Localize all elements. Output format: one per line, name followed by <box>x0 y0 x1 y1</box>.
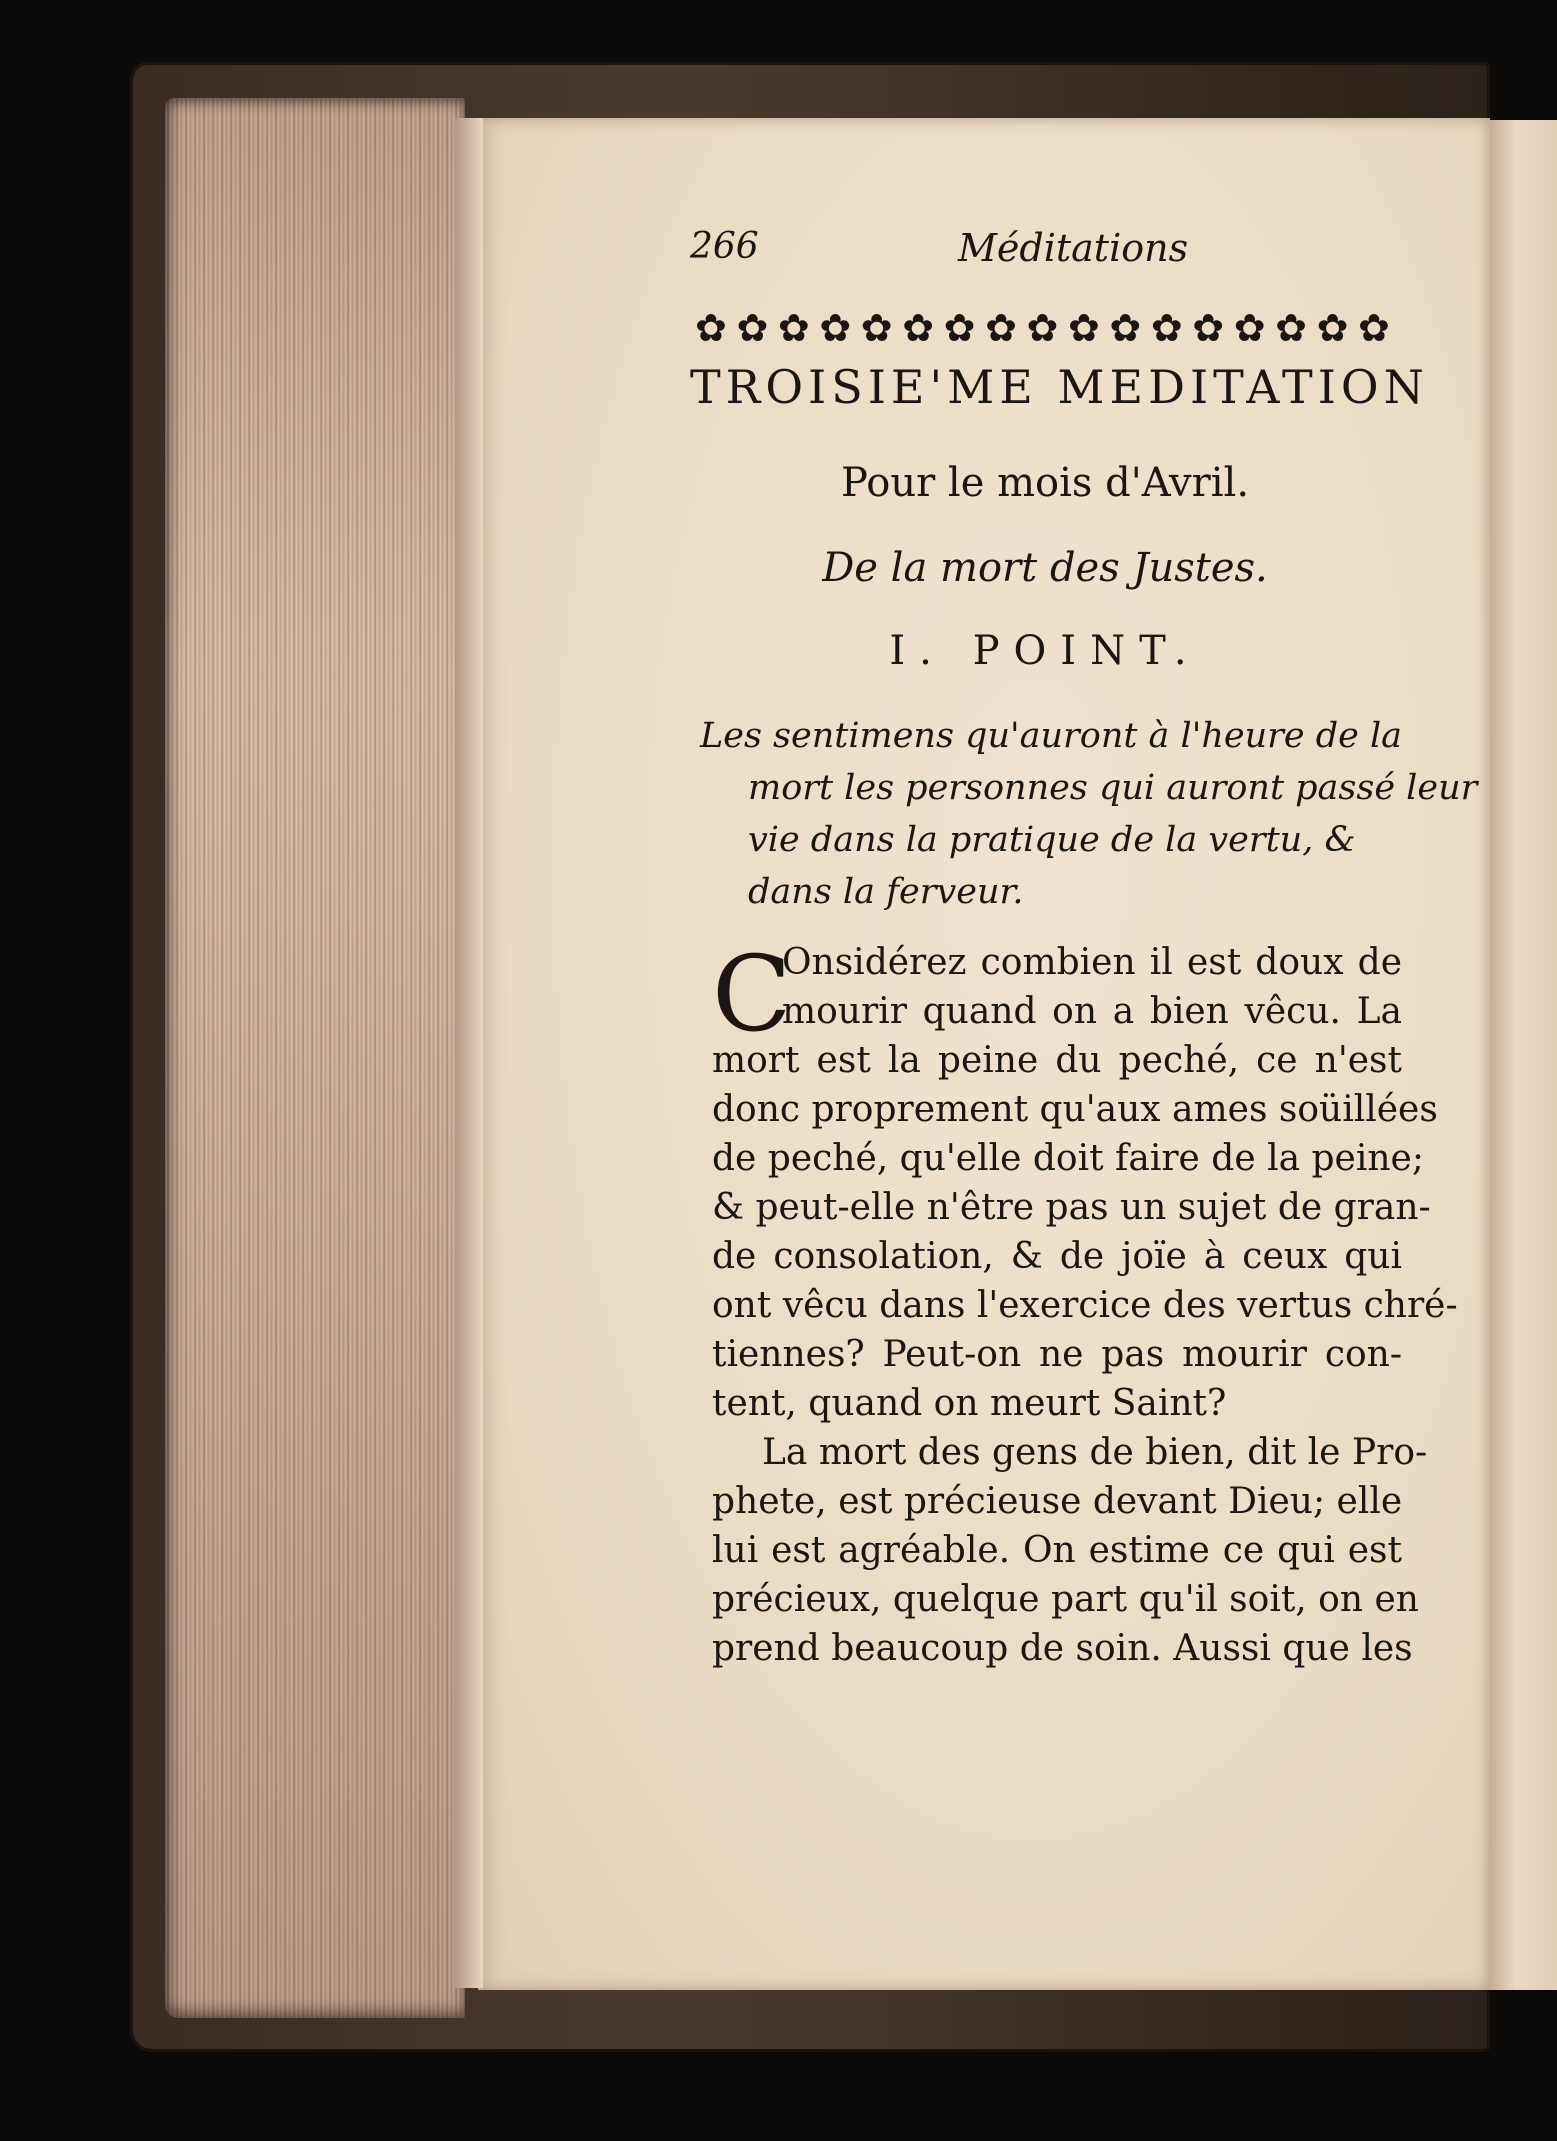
running-title: Méditations <box>958 226 1189 270</box>
body-line: prend beaucoup de soin. Aussi que les <box>712 1628 1413 1669</box>
meditation-title: TROISIE'ME MEDITATION <box>690 360 1429 414</box>
drop-cap: C <box>712 933 792 1055</box>
page-gutter <box>455 118 483 1988</box>
body-line: de consolation, & de joïe à ceux qui <box>712 1236 1402 1277</box>
page-number: 266 <box>690 226 759 267</box>
facing-page-edge <box>1490 120 1557 1990</box>
body-text <box>712 933 1458 1673</box>
body-line: donc proprement qu'aux ames soüillées <box>712 1089 1438 1130</box>
fleuron-icon: ✿ <box>736 306 769 350</box>
page-block-edges <box>165 98 465 2018</box>
running-head <box>690 226 1390 286</box>
fleuron-icon: ✿ <box>1026 306 1059 350</box>
summary-line: dans la ferveur. <box>748 872 1024 912</box>
fleuron-icon: ✿ <box>943 306 976 350</box>
meditation-subtitle: Pour le mois d'Avril. <box>840 460 1250 506</box>
body-line: Onsidérez combien il est doux de <box>782 942 1402 983</box>
body-line: mort est la peine du peché, ce n'est <box>712 1040 1402 1081</box>
fleuron-icon: ✿ <box>860 306 893 350</box>
section-title: De la mort des Justes. <box>822 545 1268 591</box>
fleuron-icon: ✿ <box>1358 306 1390 350</box>
fleuron-icon: ✿ <box>695 306 727 350</box>
body-line: & peut-elle n'être pas un sujet de gran- <box>712 1187 1431 1228</box>
fleuron-icon: ✿ <box>819 306 852 350</box>
fleuron-icon: ✿ <box>777 306 810 350</box>
fleuron-icon: ✿ <box>1316 306 1349 350</box>
body-line: de peché, qu'elle doit faire de la peine; <box>712 1138 1424 1179</box>
ornament-band <box>695 305 1390 351</box>
point-summary <box>700 710 1478 918</box>
fleuron-icon: ✿ <box>985 306 1017 350</box>
fleuron-icon: ✿ <box>1109 306 1142 350</box>
body-line: tiennes? Peut-on ne pas mourir con- <box>712 1334 1402 1375</box>
point-heading: I. POINT. <box>889 628 1201 674</box>
body-line: phete, est précieuse devant Dieu; elle <box>712 1481 1403 1522</box>
fleuron-icon: ✿ <box>1192 306 1225 350</box>
fleuron-icon: ✿ <box>1275 306 1307 350</box>
body-line: précieux, quelque part qu'il soit, on en <box>712 1579 1419 1620</box>
body-line: ont vêcu dans l'exercice des vertus chré- <box>712 1285 1458 1326</box>
fleuron-icon: ✿ <box>1150 306 1183 350</box>
body-line: mourir quand on a bien vêcu. La <box>782 991 1402 1032</box>
fleuron-icon: ✿ <box>902 306 935 350</box>
fleuron-icon: ✿ <box>1233 306 1266 350</box>
body-line: tent, quand on meurt Saint? <box>712 1383 1227 1424</box>
summary-line: mort les personnes qui auront passé leur <box>748 768 1478 808</box>
body-line: lui est agréable. On estime ce qui est <box>712 1530 1402 1571</box>
summary-line: vie dans la pratique de la vertu, & <box>748 820 1356 860</box>
summary-line: Les sentimens qu'auront à l'heure de la <box>700 716 1403 756</box>
body-line: La mort des gens de bien, dit le Pro- <box>762 1432 1428 1473</box>
fleuron-icon: ✿ <box>1067 306 1100 350</box>
